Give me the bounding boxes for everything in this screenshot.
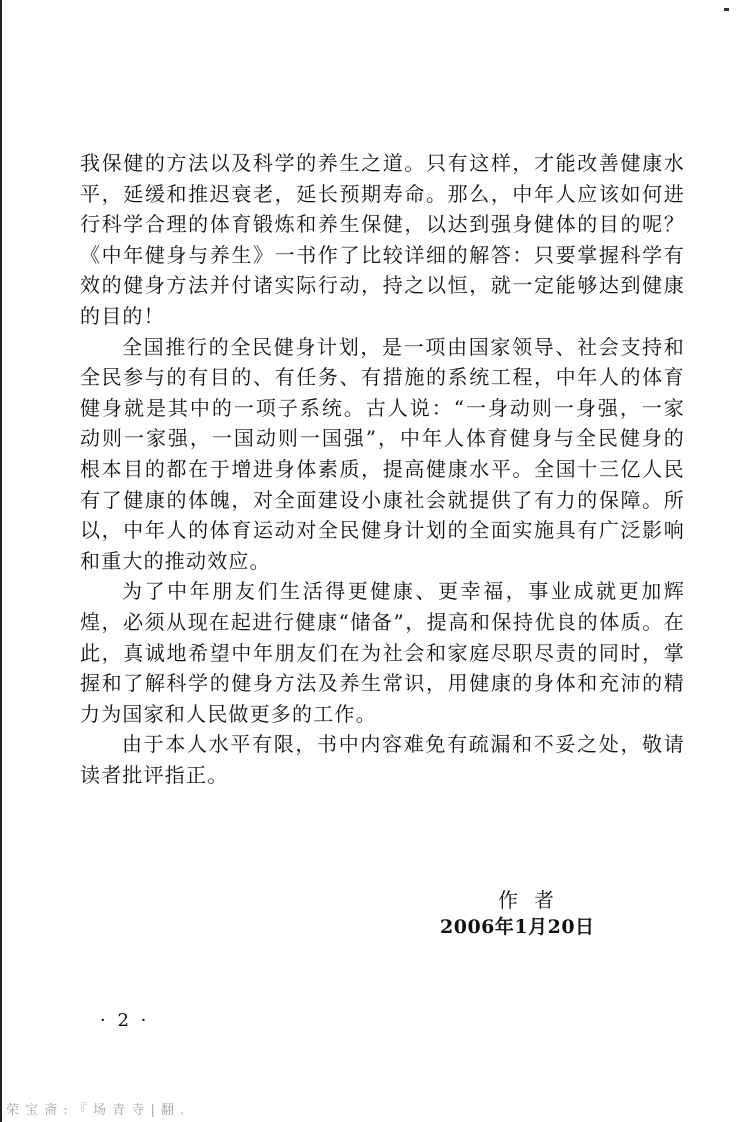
scan-speck: [724, 8, 729, 11]
scan-footer-noise: 荣 宝 斋 : 『 场 青 寺 | 翻 .: [6, 1103, 186, 1118]
document-body: [80, 148, 685, 790]
paragraph-3: 为了中年朋友们生活得更健康、更幸福，事业成就更加辉煌，必须从现在起进行健康“储备”，提高和保持优良的体质。在此，真诚地希望中年朋友们在为社会和家庭尽职尽责的同时，掌握和了解科学的健身方法及养生常识，用健康的身体和充沛的精力为国家和人民做更多的工作。: [80, 579, 685, 726]
paragraph-2: 全国推行的全民健身计划，是一项由国家领导、社会支持和全民参与的有目的、有任务、有措施的系统工程，中年人的体育健身就是其中的一项子系统。古人说：“一身动则一身强，一家动则一家强，一国动则一国强”，中年人体育健身与全民健身的根本目的都在于增进身体素质，提高健康水平。全国十三亿人民有了健康的体魄，对全面建设小康社会就提供了有力的保障。所以，中年人的体育运动对全民健身计划的全面实施具有广泛影响和重大的推动效应。: [80, 334, 685, 573]
page-left-edge: [0, 0, 2, 1122]
author-signature: 作者: [498, 888, 570, 912]
page-number: · 2 ·: [100, 1010, 150, 1031]
signature-date: 2006年1月20日: [440, 916, 595, 938]
paragraph-4: 由于本人水平有限，书中内容难免有疏漏和不妥之处，敬请读者批评指正。: [80, 732, 685, 787]
paragraph-1: 我保健的方法以及科学的养生之道。只有这样，才能改善健康水平，延缓和推迟衰老，延长预期寿命。那么，中年人应该如何进行科学合理的体育锻炼和养生保健，以达到强身健体的目的呢？《中年健身与养生》一书作了比较详细的解答：只要掌握科学有效的健身方法并付诸实际行动，持之以恒，就一定能够达到健康的目的！: [80, 151, 685, 328]
